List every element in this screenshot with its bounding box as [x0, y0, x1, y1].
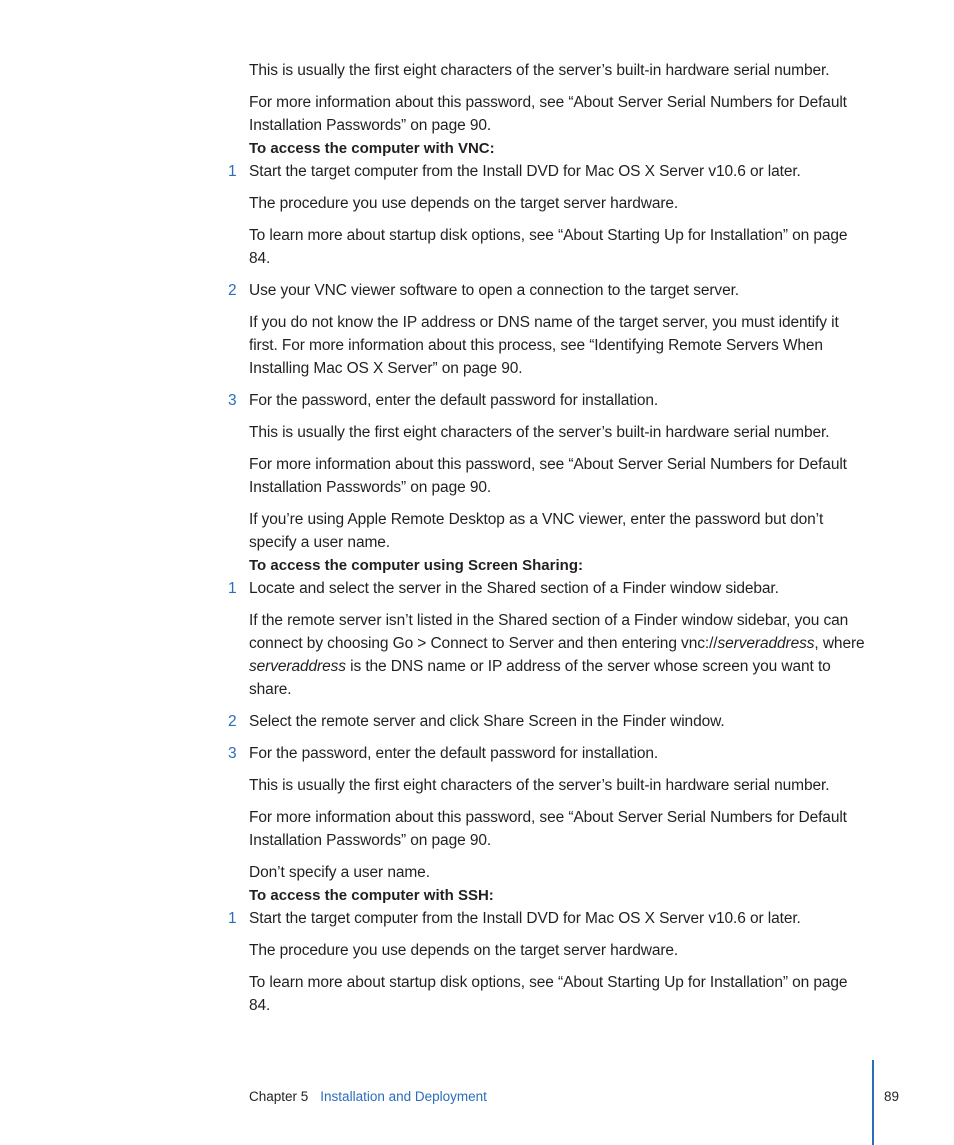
- note-italic-serveraddress: serveraddress: [249, 658, 346, 675]
- paragraph-more-info: For more information about this password, see “About Server Serial Numbers for Default Installation Passwords” on page 90.: [249, 94, 847, 134]
- step-text: For the password, enter the default password for installation.: [249, 745, 659, 762]
- ss-step-1-note: [249, 609, 871, 701]
- footer-chapter-title: Installation and Deployment: [320, 1089, 487, 1104]
- note-text: is the DNS name or IP address of the server whose screen you want to share.: [249, 658, 831, 698]
- ss-step-3-note-1: This is usually the first eight characters of the server’s built-in hardware serial number.: [249, 777, 830, 794]
- heading-screen-sharing: To access the computer using Screen Sharing:: [249, 557, 583, 574]
- vnc-step-1-note-2: To learn more about startup disk options, see “About Starting Up for Installation” on page 84.: [249, 227, 848, 267]
- vnc-step-1: [228, 160, 871, 183]
- ss-step-2: [228, 710, 871, 733]
- ss-step-3-note-2: For more information about this password, see “About Server Serial Numbers for Default Installation Passwords” on page 90.: [249, 809, 847, 849]
- step-number: 1: [228, 163, 237, 180]
- step-number: 1: [228, 580, 237, 597]
- step-number: 3: [228, 745, 237, 762]
- ss-step-1: [228, 577, 871, 600]
- vnc-step-3-note-3: If you’re using Apple Remote Desktop as a VNC viewer, enter the password but don’t specify a user name.: [249, 511, 824, 551]
- step-text: Start the target computer from the Install DVD for Mac OS X Server v10.6 or later.: [249, 163, 801, 180]
- footer-divider: [872, 1060, 874, 1145]
- ssh-step-1-note-1: The procedure you use depends on the target server hardware.: [249, 942, 679, 959]
- vnc-step-3-note-2: For more information about this password, see “About Server Serial Numbers for Default Installation Passwords” on page 90.: [249, 456, 847, 496]
- page-number: 89: [884, 1089, 900, 1104]
- ssh-step-1-note-2: To learn more about startup disk options, see “About Starting Up for Installation” on page 84.: [249, 974, 848, 1014]
- vnc-step-3-note-1: This is usually the first eight characters of the server’s built-in hardware serial number.: [249, 424, 830, 441]
- step-text: For the password, enter the default password for installation.: [249, 392, 659, 409]
- step-text: Select the remote server and click Share Screen in the Finder window.: [249, 713, 725, 730]
- step-text: Start the target computer from the Install DVD for Mac OS X Server v10.6 or later.: [249, 910, 801, 927]
- page-body: [228, 59, 871, 1017]
- vnc-step-1-note-1: The procedure you use depends on the target server hardware.: [249, 195, 679, 212]
- ssh-step-1: [228, 907, 871, 930]
- vnc-step-2-note-1: If you do not know the IP address or DNS name of the target server, you must identify it first. For more information about this process, see “Identifying Remote Servers When Installing Mac OS X Server” on page 90.: [249, 314, 839, 377]
- note-text: If the remote server isn’t listed in the Shared section of a Finder window sidebar, you can connect by choosing Go > Connect to Server and then entering vnc://: [249, 612, 849, 652]
- step-number: 3: [228, 392, 237, 409]
- step-number: 2: [228, 282, 237, 299]
- step-text: Use your VNC viewer software to open a connection to the target server.: [249, 282, 740, 299]
- paragraph-serial-note: This is usually the first eight characters of the server’s built-in hardware serial number.: [249, 62, 830, 79]
- vnc-step-2: [228, 279, 871, 302]
- ss-step-3-note-3: Don’t specify a user name.: [249, 864, 430, 881]
- step-text: Locate and select the server in the Shared section of a Finder window sidebar.: [249, 580, 779, 597]
- step-number: 2: [228, 713, 237, 730]
- vnc-step-3: [228, 389, 871, 412]
- note-text: , where: [814, 635, 865, 652]
- step-number: 1: [228, 910, 237, 927]
- ss-step-3: [228, 742, 871, 765]
- note-italic-serveraddress: serveraddress: [717, 635, 815, 652]
- footer-chapter: Chapter 5: [249, 1089, 309, 1104]
- page-footer: [249, 1087, 487, 1107]
- heading-ssh: To access the computer with SSH:: [249, 887, 494, 904]
- heading-vnc: To access the computer with VNC:: [249, 140, 495, 157]
